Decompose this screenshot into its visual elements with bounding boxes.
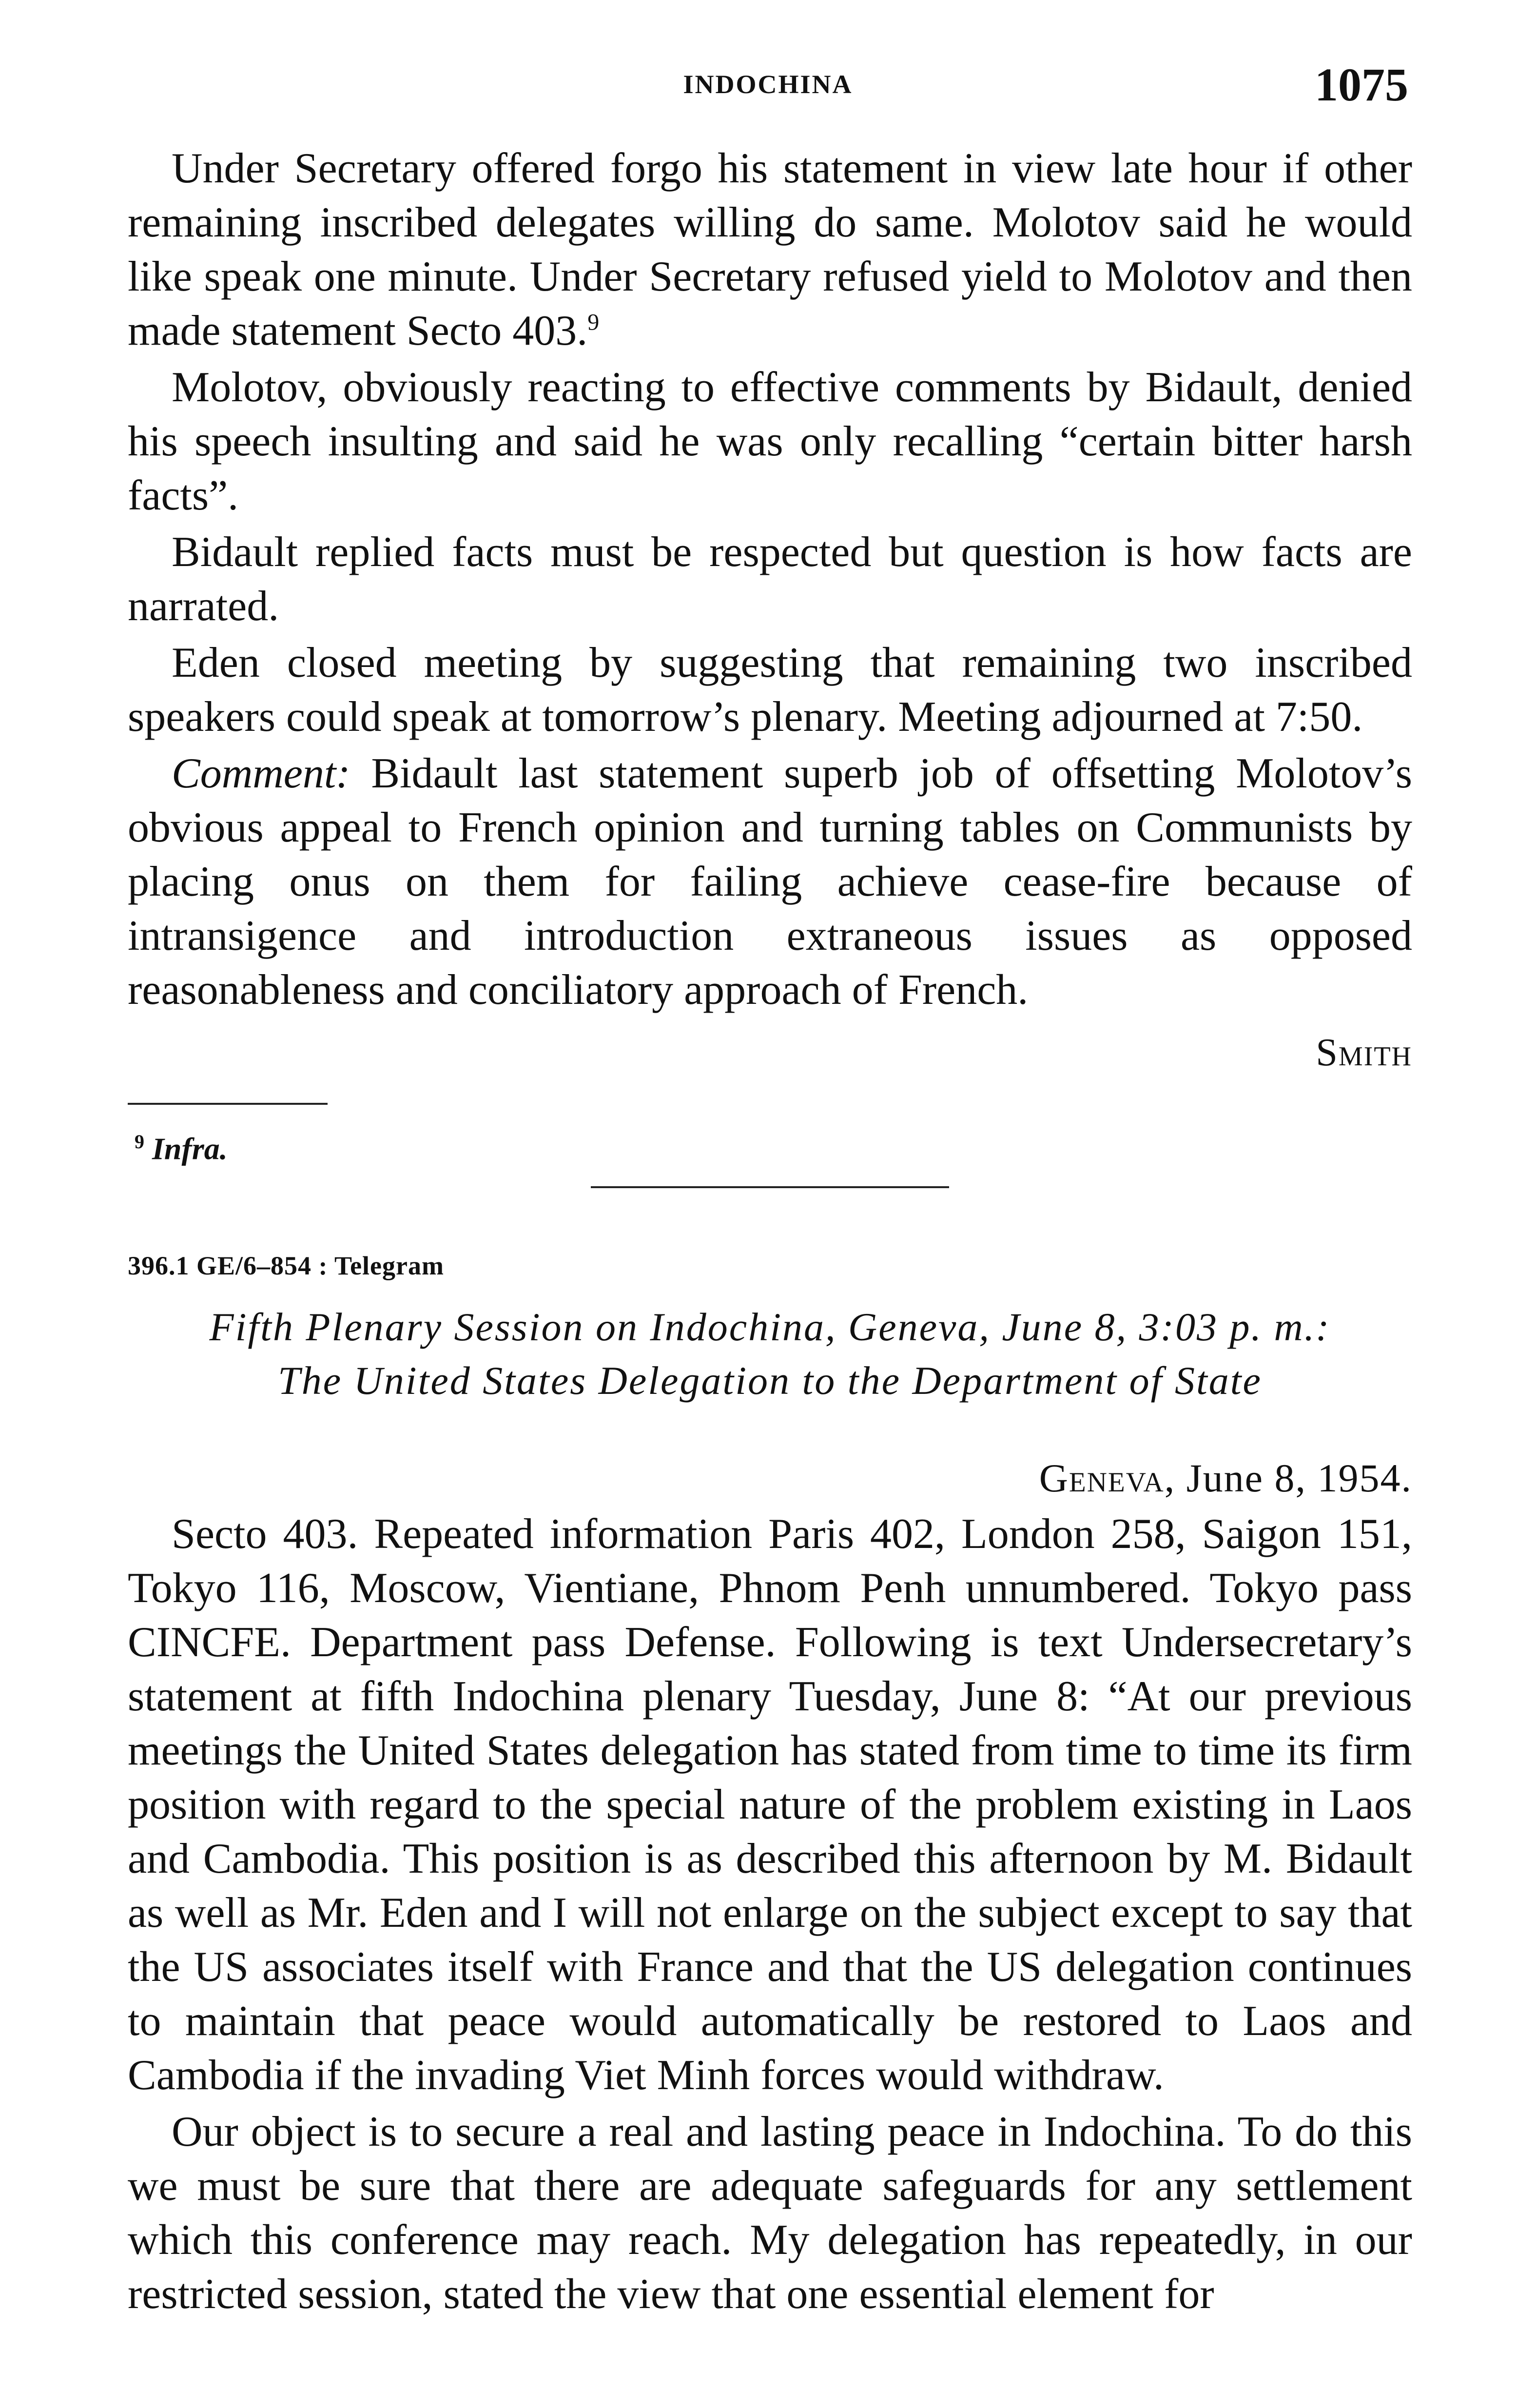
- paragraph-under-secretary: [128, 141, 1412, 358]
- section-divider: [591, 1186, 949, 1188]
- footnote-rule: [128, 1103, 328, 1105]
- document-title-line-1: Fifth Plenary Session on Indochina, Geneva, June 8, 3:03 p. m.:: [209, 1305, 1331, 1350]
- running-head: [128, 58, 1408, 116]
- footnote-text: Infra.: [152, 1131, 228, 1166]
- paragraph-text: Bidault last statement superb job of offsetting Molotov’s obvious appeal to French opinion and turning tables on Communists by placing onus on them for failing achieve cease-fire because of intransigence and introduction extraneous issues as opposed reasonableness and conciliatory approach of French.: [128, 750, 1412, 1014]
- paragraph-molotov: Molotov, obviously reacting to effective comments by Bidault, denied his speech insulting and said he was only recalling “certain bitter harsh facts”.: [128, 364, 1412, 519]
- paragraph-secto-403: Secto 403. Repeated information Paris 402, London 258, Saigon 151, Tokyo 116, Moscow, Vientiane, Phnom Penh unnumbered. Tokyo pass CINCFE. Department pass Defense. Following is text Undersecretary’s statement at fifth Indochina plenary Tuesday, June 8: “At our previous meetings the United States delegation has stated from time to time its firm position with regard to the special nature of the problem existing in Laos and Cambodia. This position is as described this afternoon by M. Bidault as well as Mr. Eden and I will not enlarge on the subject except to say that the US associates itself with France and that the US delegation continues to maintain that peace would automatically be restored to Laos and Cambodia if the invading Viet Minh forces would withdraw.: [128, 1510, 1412, 2099]
- body-text: [128, 141, 1412, 2324]
- footnote-reference: 9: [587, 309, 600, 335]
- document-title: [128, 1300, 1412, 1408]
- paragraph-comment: [128, 746, 1412, 1017]
- paragraph-eden: Eden closed meeting by suggesting that remaining two inscribed speakers could speak at tomorrow’s plenary. Meeting adjourned at 7:50.: [128, 639, 1412, 741]
- file-reference: 396.1 GE/6–854 : Telegram: [128, 1251, 444, 1281]
- footnote: [135, 1130, 1412, 1167]
- footnote-mark: 9: [135, 1131, 144, 1153]
- dateline-date: , June 8, 1954.: [1164, 1456, 1412, 1501]
- paragraph-bidault: Bidault replied facts must be respected but question is how facts are narrated.: [128, 529, 1412, 630]
- signature: Smith: [1316, 1031, 1412, 1074]
- comment-lead: Comment:: [172, 750, 350, 797]
- paragraph-our-object: Our object is to secure a real and lasting peace in Indochina. To do this we must be sure that there are adequate safeguards for any settlement which this conference may reach. My delegation has repeatedly, in our restricted session, stated the view that one essential element for: [128, 2108, 1412, 2318]
- paragraph-text: Under Secretary offered forgo his statement in view late hour if other remaining inscribed delegates willing do same. Molotov said he would like speak one minute. Under Secretary refused yield to Molotov and then made statement Secto 403.: [128, 145, 1412, 354]
- running-title: INDOCHINA: [683, 70, 853, 99]
- document-title-line-2: The United States Delegation to the Department of State: [278, 1358, 1262, 1403]
- dateline: [128, 1455, 1412, 1501]
- dateline-place: Geneva: [1039, 1456, 1165, 1501]
- page-number: 1075: [1315, 59, 1408, 111]
